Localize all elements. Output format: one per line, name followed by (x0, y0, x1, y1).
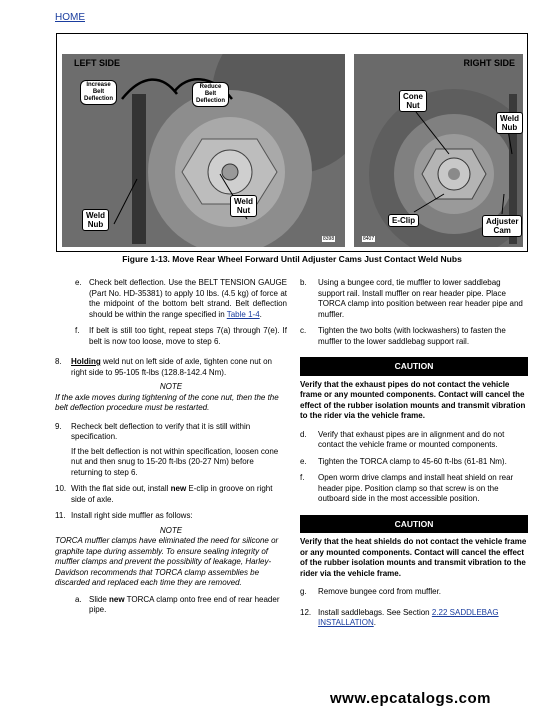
new-emphasis: new (170, 484, 187, 493)
right-side-title: RIGHT SIDE (463, 58, 515, 68)
figure-caption: Figure 1-13. Move Rear Wheel Forward Until Adjuster Cams Just Contact Weld Nubs (122, 254, 462, 264)
step-label: b. (300, 278, 307, 287)
step-text: Tighten the two bolts (with lockwashers) to fasten the muffler to the lower saddlebag support rail. (318, 326, 506, 346)
step-11c (300, 326, 528, 347)
right-column (300, 278, 528, 629)
figure-number-left: 8398 (323, 236, 335, 242)
step-11f (300, 473, 528, 505)
caution-text: Verify that the exhaust pipes do not contact the vehicle frame or any mounted components. Contact will cancel the effect of the rubber isolation mounts and transmit vibration to the rider via the vehicle frame. (300, 379, 526, 420)
step-label: e. (300, 456, 307, 466)
step-text: Using a bungee cord, tie muffler to lower saddlebag support rail. Install muffler on rear header pipe. Place TORCA clamp into position between rear header pipe and muffler. (318, 278, 523, 319)
step-label: d. (300, 429, 307, 439)
step-text: If belt is still too tight, repeat steps 7(a) through 7(e). If belt is now too loose, move to step 6. (89, 326, 287, 346)
note-text: TORCA muffler clamps have eliminated the need for silicone or graphite tape during assembly. To ensure sealing integrity of muffler clamps and prevent the possibility of leakage, Harley-Davidson recommends that TORCA clamp assemblies be discarded and replaced each time they are removed. (55, 536, 279, 587)
step-text: Recheck belt deflection to verify that it is still within specification. (71, 421, 251, 441)
step-label: f. (300, 473, 305, 482)
table-1-4-link[interactable]: Table 1-4 (226, 309, 260, 319)
caution-banner: CAUTION (300, 515, 528, 534)
new-emphasis: new (109, 594, 125, 604)
saddlebag-installation-link[interactable]: INSTALLATION (318, 618, 374, 627)
step-text: Remove bungee cord from muffler. (318, 587, 442, 596)
step-7f (55, 326, 287, 347)
saddlebag-section-link[interactable]: 2.22 SADDLEBAG (431, 607, 499, 617)
holding-emphasis: Holding (71, 357, 101, 366)
home-link[interactable]: HOME (55, 12, 85, 23)
step-label: 12. (300, 607, 312, 617)
step-12: 12. Install saddlebags. See Section 2.22 SADDLEBAG INSTALLATION. (300, 607, 499, 627)
left-side-title: LEFT SIDE (74, 58, 121, 68)
step-11g (300, 587, 528, 598)
left-column (55, 278, 287, 616)
step-text: weld nut on left side of axle, tighten cone nut on right side to 95-105 ft-lbs (128.8-142.4 Nm). (71, 357, 273, 377)
step-11b (300, 278, 528, 320)
right-side-photo (354, 54, 523, 247)
step-label: 9. (55, 421, 62, 431)
step-label: a. (75, 594, 82, 604)
step-label: c. (300, 326, 307, 335)
step-7e: e. Check belt deflection. Use the BELT TENSION GAUGE (Part No. HD-35381) to apply 10 lbs. (4.5 kg) of force at the midpoint of the bottom belt strand. Belt deflection should be within the range specified in Table 1-4. (75, 278, 287, 319)
note-heading: NOTE (159, 525, 183, 535)
increase-deflection-label: Increase Belt Deflection (80, 80, 117, 105)
note-text: If the axle moves during tightening of the cone nut, then the the belt deflection procedure must be restarted. (55, 392, 279, 412)
adjuster-cam-label: Adjuster Cam (482, 215, 522, 237)
reduce-deflection-label: Reduce Belt Deflection (192, 82, 229, 107)
weld-nut-label: Weld Nut (230, 195, 257, 217)
step-text: Verify that exhaust pipes are in alignment and do not contact the vehicle frame or mounted components. (318, 429, 505, 449)
step-8 (55, 357, 287, 378)
weld-nub-label: Weld Nub (82, 209, 109, 231)
caution-text: Verify that the heat shields do not contact the vehicle frame or any mounted components. Contact will cancel the effect of the rubber isolation mounts and transmit vibration to the rider via the vehicle frame. (300, 537, 527, 578)
step-label: g. (300, 587, 307, 596)
step-text: Open worm drive clamps and install heat shield on rear header pipe. Position clamp so that screw is on the outboard side in the most accessible position. (318, 473, 514, 503)
step-text: Tighten the TORCA clamp to 45-60 ft-lbs (61-81 Nm). (318, 456, 507, 466)
figure-1-13 (56, 33, 528, 252)
weld-nub-label-right: Weld Nub (496, 112, 523, 134)
step-label: 10. (55, 484, 67, 493)
note-heading: NOTE (159, 382, 183, 391)
step-11d (300, 430, 528, 451)
step-9-detail: If the belt deflection is not within specification, loosen cone nut and then snug to 15-20 ft-lbs (20-27 Nm) before returning to step 6. (71, 446, 279, 477)
step-text: Install right side muffler as follows: (71, 511, 193, 520)
step-9 (55, 422, 287, 443)
step-label: 8. (55, 357, 62, 366)
watermark: www.epcatalogs.com (330, 690, 491, 707)
e-clip-label: E-Clip (388, 214, 419, 227)
step-text: Check belt deflection. Use the BELT TENSION GAUGE (Part No. HD-35381) to apply 10 lbs. (4.5 kg) of force at the midpoint of the bottom belt strand. Belt deflection should be within the range specified in (89, 278, 287, 319)
step-11a: a. Slide new TORCA clamp onto free end of rear header pipe. (75, 594, 280, 614)
step-label: f. (75, 326, 80, 335)
figure-number-right: 8407 (363, 236, 375, 242)
step-11 (55, 511, 287, 522)
left-side-photo (62, 54, 345, 247)
step-10: 10. With the flat side out, install new E-clip in groove on right side of axle. (55, 484, 273, 504)
step-label: 11. (55, 511, 66, 520)
caution-banner: CAUTION (300, 357, 528, 376)
step-11e (300, 457, 528, 468)
cone-nut-label: Cone Nut (399, 90, 427, 112)
step-label: e. (75, 278, 82, 287)
